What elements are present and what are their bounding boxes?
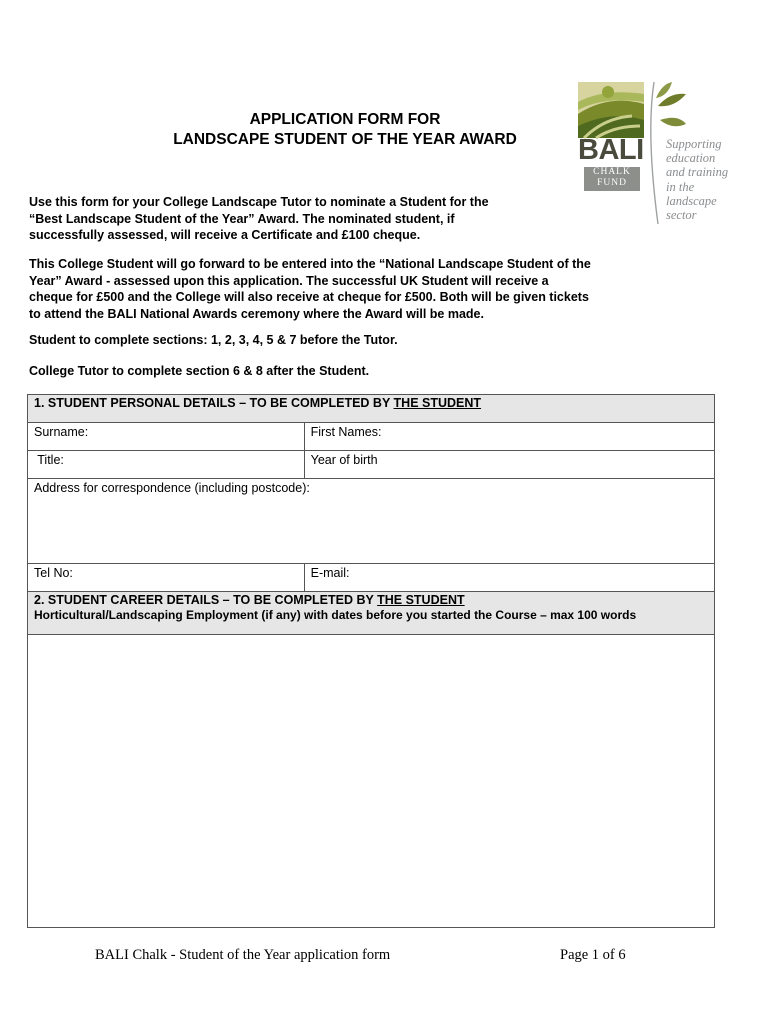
section-2-heading-text: 2. STUDENT CAREER DETAILS – TO BE COMPLETED BY xyxy=(34,593,378,607)
year-of-birth-label: Year of birth xyxy=(310,453,378,467)
application-form-table xyxy=(27,394,715,928)
tagline-line: landscape xyxy=(666,193,717,208)
section-2-heading xyxy=(28,592,715,635)
logo-box-line-2: FUND xyxy=(597,178,627,188)
tel-label: Tel No: xyxy=(34,566,73,580)
surname-label: Surname: xyxy=(34,425,89,439)
section-2-heading-underlined: THE STUDENT xyxy=(377,593,465,607)
text-line: cheque for £500 and the College will also receive at cheque for £500. Both will be given tickets xyxy=(29,290,589,304)
footer-document-name: BALI Chalk - Student of the Year application form xyxy=(95,947,391,963)
career-details-textarea[interactable] xyxy=(28,635,715,928)
tagline-line: and training xyxy=(666,165,729,180)
tel-field[interactable] xyxy=(28,564,305,592)
year-of-birth-field[interactable] xyxy=(304,451,714,479)
tagline-line: Supporting xyxy=(666,137,722,151)
tagline-line: education xyxy=(666,151,716,166)
title-label: Title: xyxy=(34,453,64,467)
footer-page-number: Page 1 of 6 xyxy=(560,947,626,963)
email-field[interactable] xyxy=(304,564,714,592)
text-line: Year” Award - assessed upon this application. The successful UK Student will receive a xyxy=(29,273,549,288)
surname-field[interactable] xyxy=(28,423,305,451)
address-label: Address for correspondence (including postcode): xyxy=(34,481,310,495)
intro-paragraph-3: Student to complete sections: 1, 2, 3, 4, 5 & 7 before the Tutor. xyxy=(29,333,398,347)
logo-box-line-1: CHALK xyxy=(593,167,631,177)
first-names-label: First Names: xyxy=(310,425,382,439)
text-line: to attend the BALI National Awards ceremony where the Award will be made. xyxy=(29,306,484,321)
logo-chalk-fund-box xyxy=(584,167,640,191)
title-field[interactable] xyxy=(28,451,305,479)
title-line-2: LANDSCAPE STUDENT OF THE YEAR AWARD xyxy=(173,131,517,148)
text-line: “Best Landscape Student of the Year” Award. The nominated student, if xyxy=(29,211,455,226)
title-line-1: APPLICATION FORM FOR xyxy=(249,111,441,128)
section-1-heading-underlined: THE STUDENT xyxy=(393,396,482,410)
section-1-heading xyxy=(28,395,715,423)
logo-tagline xyxy=(666,137,766,222)
address-field[interactable] xyxy=(28,479,715,564)
first-names-field[interactable] xyxy=(304,423,714,451)
section-1-heading-text: 1. STUDENT PERSONAL DETAILS – TO BE COMPLETED BY xyxy=(34,396,394,410)
logo-bali-text: BALI xyxy=(578,134,644,166)
intro-paragraph-2 xyxy=(29,256,591,322)
text-line: This College Student will go forward to be entered into the “National Landscape Student of the xyxy=(29,257,591,271)
text-line: successfully assessed, will receive a Certificate and £100 cheque. xyxy=(29,228,421,242)
page-title xyxy=(40,110,650,150)
tagline-line: sector xyxy=(666,208,697,223)
intro-paragraph-1 xyxy=(29,194,489,244)
tagline-line: in the xyxy=(666,179,695,194)
text-line: Use this form for your College Landscape Tutor to nominate a Student for the xyxy=(29,195,489,209)
section-2-subheading: Horticultural/Landscaping Employment (if any) with dates before you started the Course – max 100 words xyxy=(34,608,637,622)
email-label: E-mail: xyxy=(310,566,350,580)
intro-paragraph-4: College Tutor to complete section 6 & 8 after the Student. xyxy=(29,364,370,378)
